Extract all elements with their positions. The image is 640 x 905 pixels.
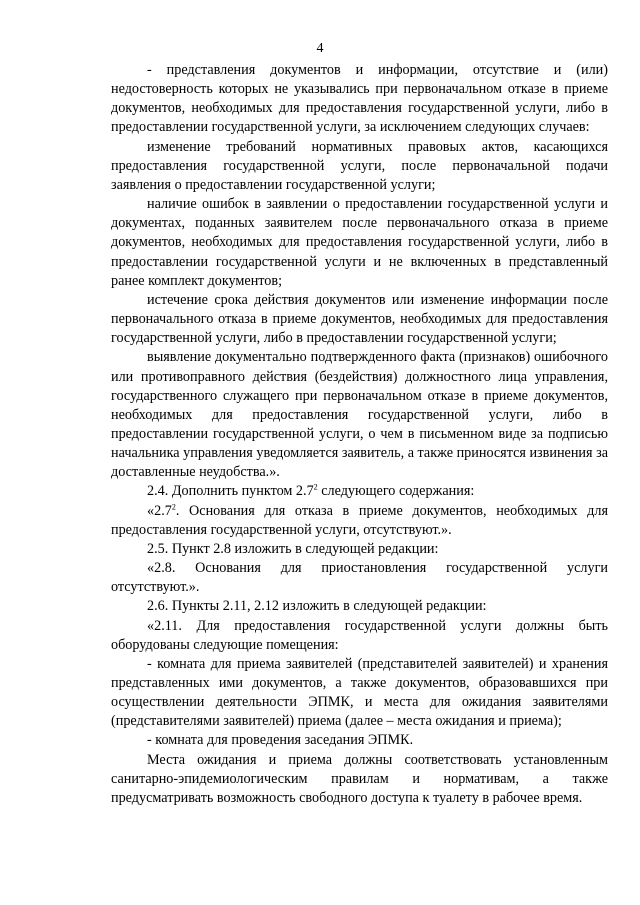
- item-2-4-tail: следующего содержания:: [317, 483, 475, 500]
- page-number: 4: [316, 41, 324, 56]
- paragraph-room-meeting: - комната для проведения заседания ЭПМК.: [147, 732, 414, 749]
- paragraph-case-errors: наличие ошибок в заявлении о предоставлении государственной услуги и документах, поданных заявителем после первоначального отказа в приеме документов, необходимых для предоставления государственной услуги, либо в предоставлении государственной услуги и не включенных в представленный ранее комплект документов;: [111, 196, 608, 289]
- paragraph-case-legal-change: изменение требований нормативных правовых актов, касающихся предоставления государственной услуги, после первоначальной подачи заявления о предоставлении государственной услуги;: [111, 138, 608, 193]
- clause-2-7-rest: . Основания для отказа в приеме документов, необходимых для предоставления государственной услуги, отсутствуют.».: [111, 502, 608, 538]
- paragraph-waiting-requirements: Места ожидания и приема должны соответствовать установленным санитарно-эпидемиологическим правилам и нормативам, а также предусматривать возможность свободного доступа к туалету в рабочее время.: [111, 751, 608, 806]
- paragraph-clause-2-11: «2.11. Для предоставления государственной услуги должны быть оборудованы следующие помещения:: [111, 617, 608, 653]
- paragraph-exception-intro: - представления документов и информации, отсутствие и (или) недостоверность которых не указывались при первоначальном отказе в приеме документов, необходимых для предоставления государственной услуги, либо в предоставлении государственной услуги, за исключением следующих случаев:: [111, 62, 608, 136]
- paragraph-item-2-4: [111, 482, 608, 501]
- paragraph-case-misconduct: выявление документально подтвержденного факта (признаков) ошибочного или противоправного действия (бездействия) должностного лица управления, государственного служащего при первоначальном отказе в приеме документов, необходимых для предоставления государственной услуги, либо в предоставлении государственной услуги, о чем в письменном виде за подписью начальника управления уведомляется заявитель, а также приносятся извинения за доставленные неудобства.».: [111, 349, 608, 481]
- paragraph-room-reception: - комната для приема заявителей (представителей заявителей) и хранения представленных ими документов, а также документов, образовавшихся при осуществлении деятельности ЭПМК, и места для ожидания заявителями (представителями заявителей) приема (далее – места ожидания и приема);: [111, 655, 608, 730]
- paragraph-clause-2-7-2: [111, 502, 608, 540]
- paragraph-clause-2-8: «2.8. Основания для приостановления государственной услуги отсутствуют.».: [111, 560, 608, 596]
- clause-2-7-sup: 2: [171, 501, 176, 511]
- item-2-4-sup: 2: [313, 482, 318, 492]
- item-2-4-text: 2.4. Дополнить пунктом 2.7: [147, 483, 314, 500]
- paragraph-item-2-6: 2.6. Пункты 2.11, 2.12 изложить в следующей редакции:: [147, 598, 487, 615]
- document-body: [111, 61, 608, 808]
- paragraph-item-2-5: 2.5. Пункт 2.8 изложить в следующей редакции:: [147, 540, 439, 557]
- clause-2-7-open: «2.7: [147, 502, 172, 519]
- paragraph-case-expiry: истечение срока действия документов или изменение информации после первоначального отказа в приеме документов, необходимых для предоставления государственной услуги, либо в предоставлении государственной услуги;: [111, 291, 608, 347]
